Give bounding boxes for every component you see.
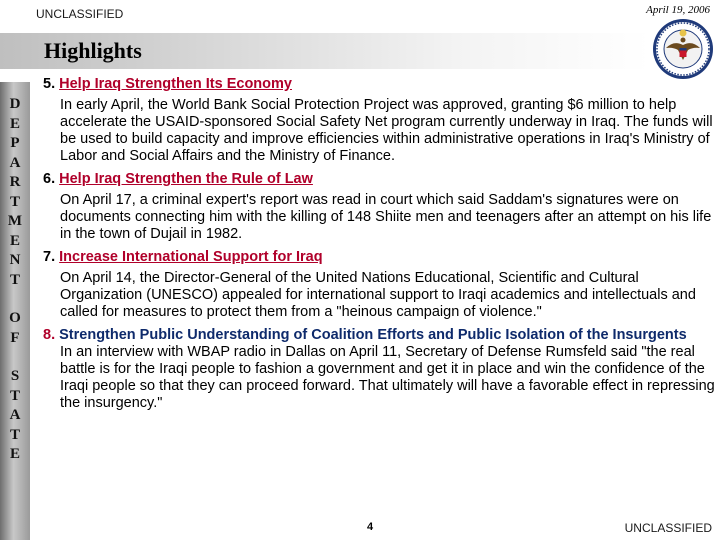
sidebar-letter: E	[9, 232, 20, 249]
sidebar-letter: R	[9, 174, 21, 190]
section-number: 5.	[43, 76, 56, 92]
section-body: In early April, the World Bank Social Protection Project was approved, granting $6 million to help accelerate the USAID-sponsored Social Safety Net program currently underway in Iraq. The funds will be used to build capacity and improve efficiencies within administrative operations in Iraq's Ministry of Labor and Social Affairs and the Ministry of Finance.	[60, 97, 713, 164]
section-body: In an interview with WBAP radio in Dallas on April 11, Secretary of Defense Rumsfeld said "the real battle is for the Iraqi people to fashion a government and get it in place and win the confidence of the Iraqi people so that they can proceed forward. That ultimately will have a favorable effect in repressing the insurgency."	[60, 344, 715, 411]
sidebar-letter: T	[9, 271, 20, 288]
highlights-content	[43, 76, 715, 418]
sidebar-letter: F	[10, 329, 20, 346]
sidebar-letter: T	[9, 193, 20, 210]
section-heading	[43, 171, 715, 188]
sidebar-letter: E	[9, 115, 20, 132]
sidebar-letter: D	[9, 96, 21, 112]
section-body: On April 17, a criminal expert's report was read in court which said Saddam's signatures were on documents connecting him with the killing of 148 Shiite men and teenagers after an attempt on his life in the town of Dujail in 1982.	[60, 192, 712, 242]
page-number: 4	[367, 521, 374, 533]
section-number: 6.	[43, 171, 56, 187]
sidebar-letter: M	[7, 213, 23, 229]
section-body: On April 14, the Director-General of the United Nations Educational, Scientific and Cultural Organization (UNESCO) appealed for international support to Iraqi academics and intellectuals and called for measures to protect them from a "heinous campaign of violence."	[60, 270, 696, 320]
sidebar-letter: T	[9, 426, 20, 443]
header-classification: UNCLASSIFIED	[36, 7, 124, 21]
section-heading-link[interactable]: Help Iraq Strengthen Its Economy	[59, 76, 292, 92]
section-heading-link[interactable]: Help Iraq Strengthen the Rule of Law	[59, 171, 313, 187]
section-heading-text: Strengthen Public Understanding of Coalition Efforts and Public Isolation of the Insurgents	[59, 327, 687, 343]
sidebar-letter: E	[9, 446, 20, 462]
section-heading	[43, 76, 715, 93]
sidebar-letter: O	[9, 310, 21, 326]
sidebar-letter: T	[9, 387, 20, 404]
sidebar-letter: N	[9, 252, 21, 268]
sidebar-letter: S	[10, 368, 20, 384]
department-of-state-vertical-text	[0, 95, 30, 465]
section-number: 7.	[43, 249, 56, 265]
section-heading-link[interactable]: Increase International Support for Iraq	[59, 249, 323, 265]
sidebar-gap	[0, 348, 30, 367]
sidebar-letter: A	[9, 154, 21, 171]
section-heading	[43, 249, 715, 266]
footer-classification: UNCLASSIFIED	[624, 521, 712, 535]
section-heading	[43, 327, 715, 344]
sidebar-letter: P	[10, 135, 20, 151]
sidebar-gap	[0, 290, 30, 309]
department-of-state-seal-icon	[652, 18, 714, 80]
page-title: Highlights	[44, 38, 142, 63]
header-date: April 19, 2006	[646, 4, 710, 16]
section-number: 8.	[43, 327, 56, 343]
sidebar-letter: A	[9, 407, 21, 423]
